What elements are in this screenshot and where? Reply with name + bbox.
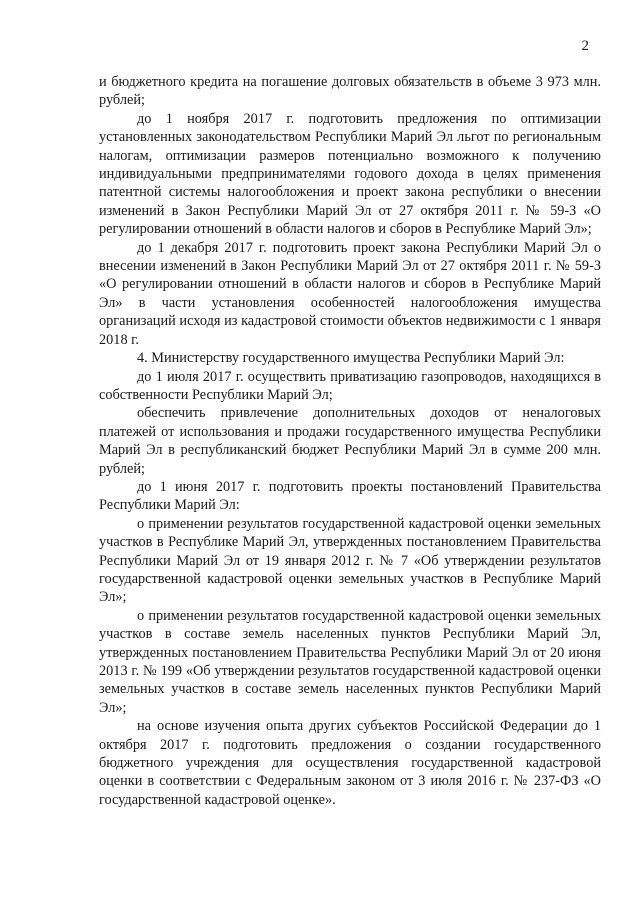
paragraph: обеспечить привлечение дополнительных доходов от неналоговых платежей от использования и продажи государственного имущества Республики Марий Эл в республиканский бюджет Республики Марий Эл в сумме 200 млн. рублей; [99, 405, 601, 477]
page-number: 2 [581, 38, 589, 54]
paragraph: до 1 июня 2017 г. подготовить проекты постановлений Правительства Республики Марий Эл: [99, 478, 601, 514]
paragraph: 4. Министерству государственного имущества Республики Марий Эл: [137, 350, 565, 367]
document-body [99, 73, 601, 809]
paragraph: о применении результатов государственной кадастровой оценки земельных участков в Республике Марий Эл, утвержденных постановлением Правительства Республики Марий Эл от 19 января 2012 г. № 7 «Об утверждении результатов государственной кадастровой оценки земельных участков в Республике Марий Эл»; [99, 515, 601, 606]
paragraph: до 1 декабря 2017 г. подготовить проект закона Республики Марий Эл о внесении изменений в Закон Республики Марий Эл от 27 октября 2011 г. № 59-З «О регулировании отношений в области налогов и сборов в Республике Марий Эл» в части установления особенностей налогообложения имущества организаций исходя из кадастровой стоимости объектов недвижимости с 1 января 2018 г. [99, 239, 601, 348]
paragraph: на основе изучения опыта других субъектов Российской Федерации до 1 октября 2017 г. подготовить предложения о создании государственного бюджетного учреждения для осуществления государственной кадастровой оценки в соответствии с Федеральным законом от 3 июля 2016 г. № 237-ФЗ «О государственной кадастровой оценке». [99, 718, 601, 808]
paragraph: до 1 июля 2017 г. осуществить приватизацию газопроводов, находящихся в собственности Республики Марий Эл; [99, 368, 601, 403]
paragraph: и бюджетного кредита на погашение долговых обязательств в объеме 3 973 млн. рублей; [99, 74, 601, 109]
paragraph: до 1 ноября 2017 г. подготовить предложения по оптимизации установленных законодательством Республики Марий Эл льгот по региональным налогам, оптимизации размеров потенциально возможного к получению индивидуальными предпринимателями годового дохода в целях применения патентной системы налогообложения и проект закона республики о внесении изменений в Закон Республики Марий Эл от 27 октября 2011 г. № 59-З «О регулировании отношений в области налогов и сборов в Республике Марий Эл»; [99, 110, 601, 238]
paragraph: о применении результатов государственной кадастровой оценки земельных участков в составе земель населенных пунктов Республики Марий Эл, утвержденных постановлением Правительства Республики Марий Эл от 20 июня 2013 г. № 199 «Об утверждении результатов государственной кадастровой оценки земельных участков в составе земель населенных пунктов Республики Марий Эл»; [99, 607, 601, 716]
